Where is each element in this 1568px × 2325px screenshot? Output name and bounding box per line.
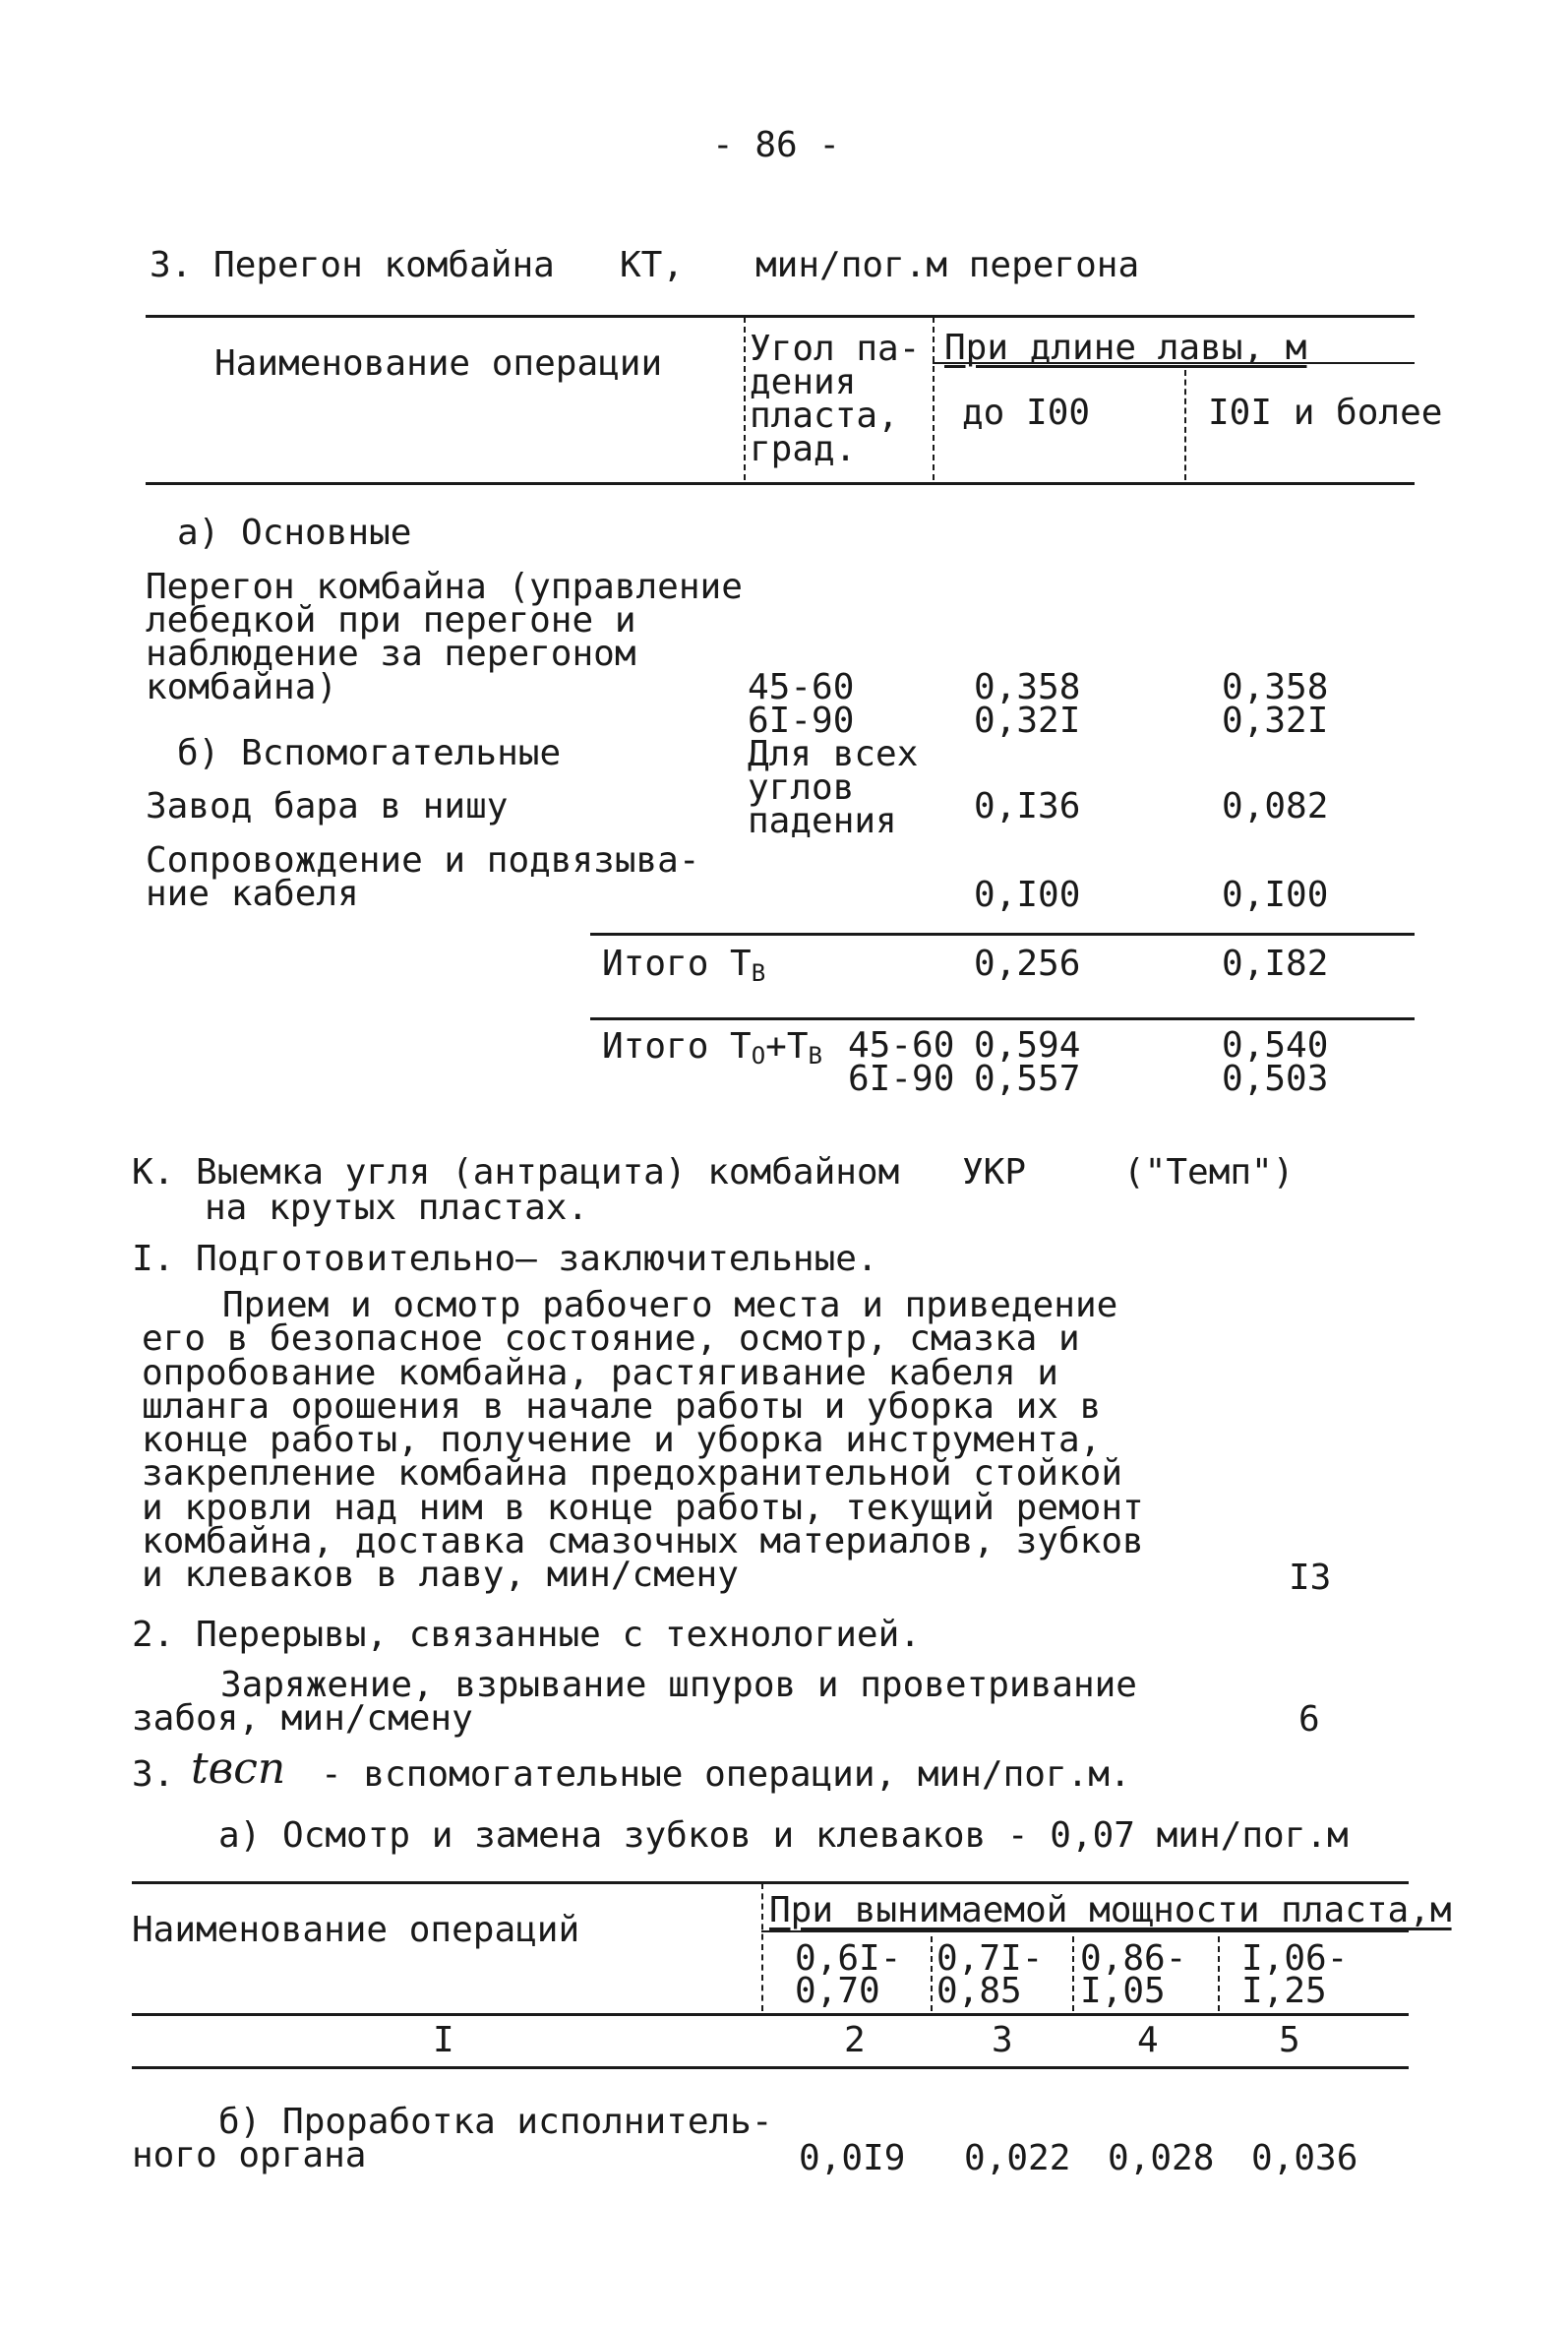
- row-cable-operation: [146, 840, 700, 914]
- row-cable-line-2: ние кабеля: [146, 874, 359, 914]
- item1-value: I3: [1289, 1558, 1332, 1598]
- section-k-line1: К. Выемка угля (антрацита) комбайном: [132, 1152, 900, 1193]
- row-main-col2-v1: 0,358: [1222, 667, 1329, 707]
- table2-colnum-4: 4: [1137, 2020, 1159, 2060]
- item2-line-1: Заряжение, взрывание шпуров и проветривание: [220, 1665, 1137, 1705]
- row-bar-operation: Завод бара в нишу: [146, 786, 509, 826]
- table2-divider-2: [1072, 1936, 1074, 2011]
- table1-divider-length: [933, 317, 935, 480]
- section-3-unit: мин/пог.м перегона: [755, 245, 1140, 285]
- table2-row-label: [132, 2102, 773, 2175]
- table2-range-3: [1080, 1938, 1187, 2011]
- page-number: - 86 -: [712, 125, 841, 165]
- angle-line-2: дения: [750, 362, 857, 402]
- item1-line-8: комбайна, доставка смазочных материалов, зубков: [142, 1521, 1144, 1562]
- total-tv-rule: [590, 933, 1415, 936]
- item1-line-6: закрепление комбайна предохранительной стойкой: [142, 1453, 1122, 1495]
- table2-value-4: 0,036: [1251, 2138, 1358, 2178]
- aux-angle-note: [748, 734, 919, 841]
- angle-line-4: град.: [750, 429, 857, 469]
- table2-range-2: [936, 1938, 1044, 2011]
- table2-colnum-1: I: [433, 2020, 454, 2060]
- table2-top-rule: [132, 1881, 1409, 1884]
- row-main-operation: [146, 567, 743, 707]
- item3-sub-a: а) Осмотр и замена зубков и клеваков - 0,07 мин/пог.м: [218, 1815, 1349, 1856]
- angle-line-1: Угол па-: [750, 329, 921, 369]
- row-main-line-2: лебедкой при перегоне и: [146, 600, 636, 641]
- table2-header-rule: [132, 2013, 1409, 2016]
- total-sum-col2: [1222, 1025, 1329, 1099]
- table2-colnum-2: 2: [844, 2020, 866, 2060]
- total-tv-col2: 0,I82: [1222, 944, 1329, 984]
- item1-line-1: Прием и осмотр рабочего места и приведение: [222, 1285, 1118, 1325]
- row-label-line-1: б) Проработка исполнитель-: [218, 2102, 773, 2142]
- total-sum-col2-v2: 0,503: [1222, 1059, 1329, 1099]
- table1-divider-cols: [1184, 370, 1186, 480]
- table1-divider-angle: [744, 317, 746, 480]
- total-sum-angles: [848, 1025, 955, 1099]
- table2-header-operation: Наименование операций: [132, 1910, 580, 1950]
- table2-divider-main: [761, 1883, 763, 2011]
- table2-group-rule: [761, 1930, 1409, 1932]
- section-3-code: КТ,: [620, 245, 685, 285]
- row-main-col1-v1: 0,358: [974, 667, 1081, 707]
- section-k-line2: на крутых пластах.: [205, 1188, 589, 1228]
- section-3-title: 3. Перегон комбайна: [150, 245, 555, 285]
- total-sum-rule: [590, 1017, 1415, 1020]
- total-sum-label: [602, 1026, 822, 1070]
- table1-header-operation: Наименование операции: [214, 343, 663, 384]
- row-main-angle-2: 6I-90: [748, 701, 855, 741]
- row-main-angle-1: 45-60: [748, 667, 855, 707]
- item1-line-2: его в безопасное состояние, осмотр, смазка и: [142, 1318, 1080, 1360]
- range-3-to: I,05: [1080, 1971, 1166, 2011]
- aux-angle-line-1: Для всех: [748, 734, 919, 774]
- row-cable-line-1: Сопровождение и подвязыва-: [146, 840, 700, 881]
- row-main-col2: [1222, 667, 1329, 741]
- row-main-line-1: Перегон комбайна (управление: [146, 567, 743, 607]
- item1-title: I. Подготовительно— заключительные.: [132, 1239, 878, 1279]
- total-sum-angle-2: 6I-90: [848, 1059, 955, 1099]
- table2-range-4: [1241, 1938, 1349, 2011]
- total-sum-col1: [974, 1025, 1081, 1099]
- range-4-from: I,06-: [1241, 1938, 1349, 1979]
- total-sum-angle-1: 45-60: [848, 1025, 955, 1066]
- total-tv-sub: В: [751, 959, 766, 987]
- item1-line-4: шланга орошения в начале работы и уборка их в: [142, 1385, 1102, 1427]
- section-k-name: ("Темп"): [1123, 1152, 1295, 1193]
- angle-line-3: пласта,: [750, 396, 899, 436]
- table1-header-col1: до I00: [962, 393, 1091, 433]
- table2-value-1: 0,0I9: [799, 2138, 906, 2178]
- table2-colnum-rule: [132, 2066, 1409, 2069]
- row-bar-col2: 0,082: [1222, 786, 1329, 826]
- item2-line-2: забоя, мин/смену: [132, 1698, 473, 1739]
- total-tv-col1: 0,256: [974, 944, 1081, 984]
- item2-body: [132, 1665, 1137, 1739]
- table2-header-group: При вынимаемой мощности пласта,м: [769, 1890, 1452, 1930]
- aux-angle-line-3: падения: [748, 801, 897, 841]
- table2-range-1: [795, 1938, 902, 2011]
- item1-line-9: и клеваков в лаву, мин/смену: [142, 1555, 739, 1596]
- total-sum-col1-v1: 0,594: [974, 1025, 1081, 1066]
- row-main-col1-v2: 0,32I: [974, 701, 1081, 741]
- range-2-to: 0,85: [936, 1971, 1022, 2011]
- table2-colnum-3: 3: [992, 2020, 1013, 2060]
- range-1-from: 0,6I-: [795, 1938, 902, 1979]
- item3-text: - вспомогательные операции, мин/пог.м.: [321, 1754, 1131, 1795]
- item2-title: 2. Перерывы, связанные с технологией.: [132, 1615, 921, 1655]
- row-cable-col2: 0,I00: [1222, 875, 1329, 915]
- aux-angle-line-2: углов: [748, 767, 855, 808]
- range-3-from: 0,86-: [1080, 1938, 1187, 1979]
- row-main-col2-v2: 0,32I: [1222, 701, 1329, 741]
- table2-value-3: 0,028: [1108, 2138, 1215, 2178]
- table2-divider-1: [931, 1936, 933, 2011]
- row-cable-col1: 0,I00: [974, 875, 1081, 915]
- item1-line-7: и кровли над ним в конце работы, текущий ремонт: [142, 1487, 1144, 1528]
- range-2-from: 0,7I-: [936, 1938, 1044, 1979]
- row-main-angles: [748, 667, 855, 741]
- total-tv-label: [602, 944, 766, 987]
- total-sum-col2-v1: 0,540: [1222, 1025, 1329, 1066]
- item1-line-3: опробование комбайна, растягивание кабеля и: [142, 1352, 1058, 1393]
- total-sum-plus: +Т: [765, 1026, 809, 1067]
- row-label-line-2: ного органа: [132, 2135, 367, 2175]
- item1-line-5: конце работы, получение и уборка инструмента,: [142, 1420, 1102, 1461]
- item3-num: 3.: [132, 1754, 175, 1795]
- table2-value-2: 0,022: [964, 2138, 1071, 2178]
- table2-colnum-5: 5: [1279, 2020, 1300, 2060]
- row-main-line-4: комбайна): [146, 667, 338, 707]
- section-k-code: УКР: [962, 1152, 1027, 1193]
- item3-symbol: tвсп: [191, 1744, 286, 1794]
- total-tv-text: Итого Т: [602, 944, 752, 984]
- total-sum-sub2: В: [808, 1042, 822, 1070]
- item2-value: 6: [1298, 1699, 1320, 1740]
- table1-header-angle: [750, 329, 921, 469]
- range-1-to: 0,70: [795, 1971, 880, 2011]
- table1-header-length: При длине лавы, м: [944, 328, 1307, 368]
- range-4-to: I,25: [1241, 1971, 1327, 2011]
- group-b-label: б) Вспомогательные: [177, 733, 562, 773]
- total-sum-sub1: О: [751, 1042, 766, 1070]
- item1-body: [142, 1285, 1144, 1596]
- group-a-label: а) Основные: [177, 513, 412, 553]
- row-bar-col1: 0,I36: [974, 786, 1081, 826]
- row-main-line-3: наблюдение за перегоном: [146, 634, 636, 674]
- table1-top-rule: [146, 315, 1415, 318]
- total-sum-col1-v2: 0,557: [974, 1059, 1081, 1099]
- table2-divider-3: [1218, 1936, 1220, 2011]
- table1-header-rule: [146, 482, 1415, 485]
- total-sum-text: Итого Т: [602, 1026, 752, 1067]
- table1-header-col2: I0I и более: [1208, 393, 1443, 433]
- row-main-col1: [974, 667, 1081, 741]
